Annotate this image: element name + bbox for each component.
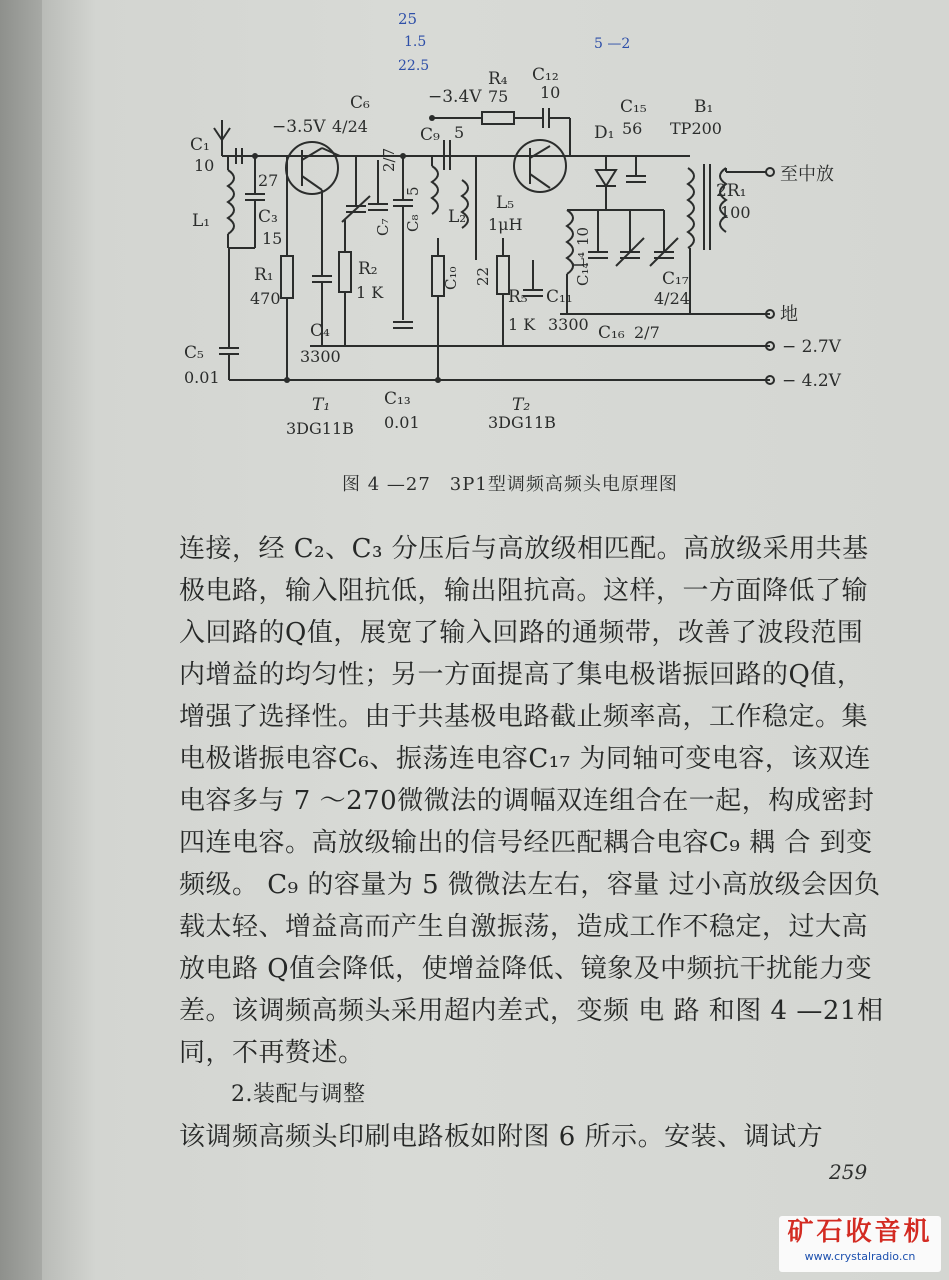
label-c14-value: 10 <box>574 226 592 246</box>
body-line: 电容多与 7 ～270微微法的调幅双连组合在一起，构成密封 <box>179 786 875 816</box>
label-b1-value: TP200 <box>670 119 722 138</box>
label-r1: R₁ <box>254 265 274 285</box>
body-text <box>179 528 909 1158</box>
label-c16: C₁₆ <box>598 323 625 343</box>
label-voltage-t1: −3.5V <box>272 117 326 137</box>
label-c9-value: 5 <box>454 123 465 142</box>
book-gutter <box>0 0 42 1280</box>
label-t2-value: 3DG11B <box>488 413 556 432</box>
handwritten-note-1: 25 <box>398 10 418 28</box>
body-line: 内增益的均匀性；另一方面提高了集电极谐振回路的Q值， <box>179 660 864 690</box>
handwritten-note-4: 5 —2 <box>594 36 631 52</box>
label-l2: L₂ <box>448 207 467 227</box>
book-page <box>42 0 949 1280</box>
label-c5: C₅ <box>184 343 204 363</box>
label-c11: C₁₁ <box>546 287 573 307</box>
label-c3-value: 15 <box>262 229 283 248</box>
label-t1-value: 3DG11B <box>286 419 354 438</box>
label-c13: C₁₃ <box>384 389 411 409</box>
label-r1-value: 470 <box>250 289 281 308</box>
label-c14: C₁₄ <box>574 262 592 286</box>
label-d1: D₁ <box>594 123 615 143</box>
label-output: 至中放 <box>780 164 834 185</box>
body-line: 四连电容。高放级输出的信号经匹配耦合电容C₉ 耦 合 到变 <box>179 828 873 858</box>
label-rail-4v2: − 4.2V <box>782 371 841 391</box>
label-c10: C₁₀ <box>442 266 460 290</box>
label-r1b-value: 100 <box>720 203 751 222</box>
handwritten-note-2: 1.5 <box>404 34 427 50</box>
label-c16-value: 2/7 <box>634 323 660 342</box>
label-c6-value: 4/24 <box>332 117 368 136</box>
label-l4: L₄ <box>570 252 588 268</box>
body-line: 连接，经 C₂、C₃ 分压后与高放级相匹配。高放级采用共基 <box>179 534 869 564</box>
label-ground: 地 <box>780 304 798 325</box>
label-c1: C₁ <box>190 135 210 155</box>
label-c7: C₇ <box>374 218 392 236</box>
label-c10-value: 22 <box>474 266 492 286</box>
figure-caption: 图 4 —27 3P1型调频高频头电原理图 <box>342 474 678 495</box>
label-c15-value: 56 <box>622 119 643 138</box>
label-c15: C₁₅ <box>620 97 647 117</box>
label-c13-value: 0.01 <box>384 413 420 432</box>
label-c3: C₃ <box>258 207 278 227</box>
label-r2-value: 1 K <box>356 283 384 302</box>
body-line: 电极谐振电容C₆、振荡连电容C₁₇ 为同轴可变电容，该双连 <box>179 744 871 774</box>
label-l5-value: 1μH <box>488 215 523 234</box>
label-c1-value: 10 <box>194 156 215 175</box>
label-c5-value: 0.01 <box>184 368 220 387</box>
label-c4: C₄ <box>310 321 330 341</box>
watermark-url: www.crystalradio.cn <box>804 1250 916 1263</box>
body-line: 同，不再赘述。 <box>179 1038 365 1068</box>
label-r5: R₅ <box>508 287 528 307</box>
watermark-title: 矿石收音机 <box>787 1217 933 1247</box>
label-rail-2v7: − 2.7V <box>782 337 841 357</box>
label-c12-value: 10 <box>540 83 561 102</box>
label-r5-value: 1 K <box>508 315 536 334</box>
label-c11-value: 3300 <box>548 315 589 334</box>
label-c8: C₈ <box>404 214 422 232</box>
label-c12: C₁₂ <box>532 65 559 85</box>
body-line-last: 该调频高频头印刷电路板如附图 6 所示。安装、调试方 <box>179 1122 824 1152</box>
body-line: 放电路 Q值会降低，使增益降低、镜象及中频抗干扰能力变 <box>179 954 873 984</box>
label-l5: L₅ <box>496 193 515 213</box>
body-line: 入回路的Q值，展宽了输入回路的通频带，改善了波段范围 <box>179 618 864 648</box>
label-c7-value: 2/7 <box>380 147 398 172</box>
circuit-diagram <box>42 0 949 520</box>
label-r1b: 2R₁ <box>716 181 747 201</box>
body-line: 频级。 C₉ 的容量为 5 微微法左右，容量 过小高放级会因负 <box>179 870 881 900</box>
body-line: 极电路，输入阻抗低，输出阻抗高。这样，一方面降低了输 <box>179 576 869 606</box>
body-line: 增强了选择性。由于共基极电路截止频率高，工作稳定。集 <box>179 702 869 732</box>
label-c17-value: 4/24 <box>654 289 690 308</box>
label-r2: R₂ <box>358 259 378 279</box>
label-c6: C₆ <box>350 93 370 113</box>
label-r4-value: 75 <box>488 87 509 106</box>
label-r4: R₄ <box>488 69 508 89</box>
label-l1: L₁ <box>192 211 211 231</box>
section-title: 2.装配与调整 <box>231 1082 366 1107</box>
label-t2: T₂ <box>512 395 531 415</box>
label-voltage-t2: −3.4V <box>428 87 482 107</box>
page-number: 259 <box>829 1160 868 1184</box>
handwritten-note-3: 22.5 <box>398 58 430 74</box>
label-c8-value: 5 <box>404 186 422 196</box>
body-line: 载太轻、增益高而产生自激振荡，造成工作不稳定，过大高 <box>179 912 869 942</box>
label-c9: C₉ <box>420 125 440 145</box>
label-b1: B₁ <box>694 97 714 117</box>
label-t1: T₁ <box>312 395 331 415</box>
watermark-logo <box>779 1216 941 1272</box>
body-line: 差。该调频高频头采用超内差式，变频 电 路 和图 4 —21相 <box>179 996 884 1026</box>
label-c2-value: 27 <box>258 171 279 190</box>
label-c4-value: 3300 <box>300 347 341 366</box>
label-c17: C₁₇ <box>662 269 689 289</box>
